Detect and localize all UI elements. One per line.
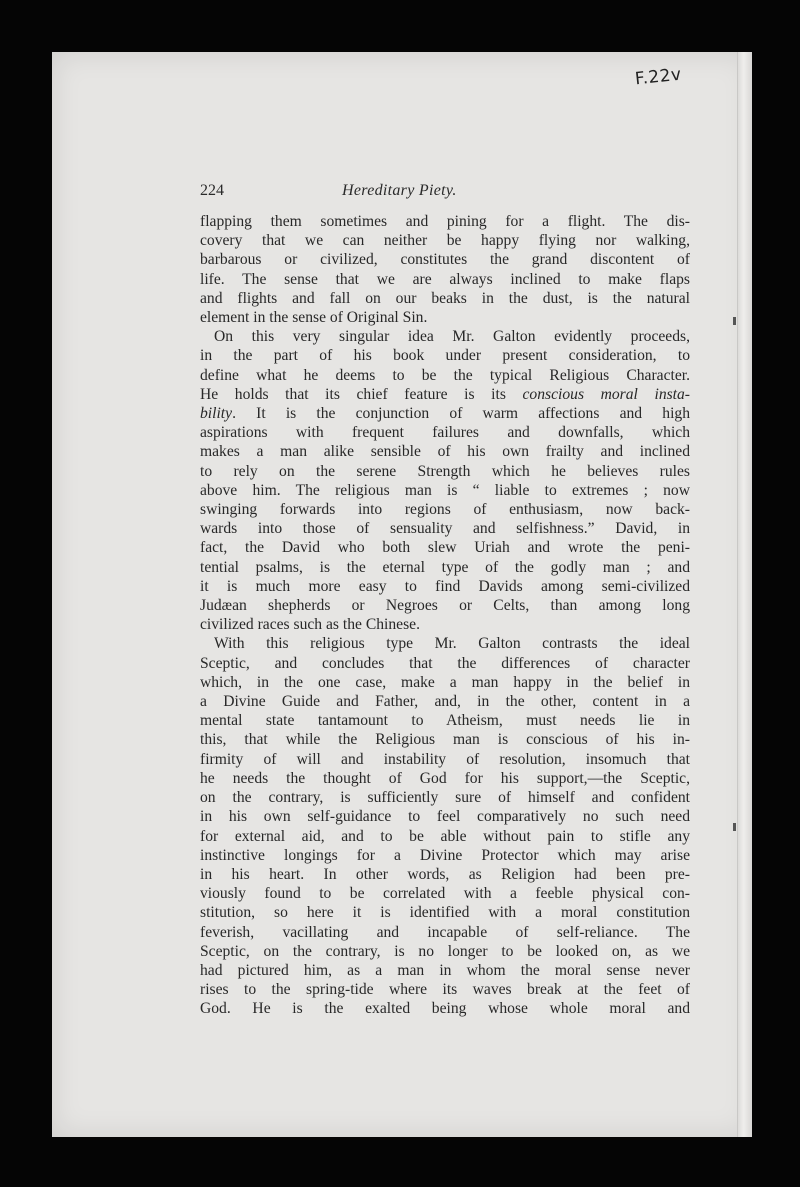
text-line: for external aid, and to be able without pain to stifle any <box>200 827 690 845</box>
margin-mark <box>733 823 736 831</box>
text-line: flapping them sometimes and pining for a flight. The dis- <box>200 213 690 230</box>
body-text <box>200 212 690 1019</box>
text-line: Judæan shepherds or Negroes or Celts, than among long <box>200 597 690 615</box>
text-line: to rely on the serene Strength which he believes rules <box>200 462 690 480</box>
running-head <box>200 182 690 204</box>
text-line: tential psalms, is the eternal type of the godly man ; and <box>200 558 690 576</box>
text-line: covery that we can neither be happy flying nor walking, <box>200 232 690 250</box>
text-line: God. He is the exalted being whose whole moral and <box>200 1000 690 1018</box>
text-line: aspirations with frequent failures and downfalls, which <box>200 424 690 442</box>
text-line: had pictured him, as a man in whom the moral sense never <box>200 961 690 979</box>
text-line: in his own self-guidance to feel comparatively no such need <box>200 808 690 826</box>
text-line: which, in the one case, make a man happy in the belief in <box>200 673 690 691</box>
text-line: viously found to be correlated with a feeble physical con- <box>200 885 690 903</box>
folio-note: F.22v <box>634 64 683 90</box>
text-line: wards into those of sensuality and selfishness.” David, in <box>200 520 690 538</box>
page-edge <box>737 52 752 1137</box>
text-line: and flights and fall on our beaks in the dust, is the natural <box>200 289 690 307</box>
text-line: He holds that its chief feature is its conscious moral insta- <box>200 385 690 403</box>
text-line: stitution, so here it is identified with a moral constitution <box>200 904 690 922</box>
text-line: instinctive longings for a Divine Protector which may arise <box>200 846 690 864</box>
page-number: 224 <box>200 182 224 199</box>
text-line: barbarous or civilized, constitutes the grand discontent of <box>200 251 690 269</box>
text-line: on the contrary, is sufficiently sure of himself and confident <box>200 789 690 807</box>
text-line: bility. It is the conjunction of warm affections and high <box>200 405 690 423</box>
text-line: makes a man alike sensible of his own frailty and inclined <box>200 443 690 461</box>
text-line: civilized races such as the Chinese. <box>200 616 420 634</box>
text-line: in his heart. In other words, as Religion had been pre- <box>200 865 690 883</box>
text-line: firmity of will and instability of resolution, insomuch that <box>200 750 690 768</box>
text-line: With this religious type Mr. Galton contrasts the ideal <box>214 635 690 653</box>
running-title: Hereditary Piety. <box>342 182 457 199</box>
text-line: feverish, vacillating and incapable of self-reliance. The <box>200 923 690 941</box>
margin-mark <box>733 317 736 325</box>
text-line: in the part of his book under present consideration, to <box>200 347 690 365</box>
text-line: swinging forwards into regions of enthusiasm, now back- <box>200 501 690 519</box>
text-line: it is much more easy to find Davids among semi-civilized <box>200 577 690 595</box>
book-page <box>52 52 752 1137</box>
text-line: define what he deems to be the typical Religious Character. <box>200 366 690 384</box>
emphasis: conscious moral insta- <box>522 385 690 403</box>
text-line: life. The sense that we are always inclined to make flaps <box>200 270 690 288</box>
text-line: Sceptic, on the contrary, is no longer to be looked on, as we <box>200 942 690 960</box>
text-line: above him. The religious man is “ liable to extremes ; now <box>200 481 690 499</box>
emphasis: bility <box>200 405 233 423</box>
text-line: fact, the David who both slew Uriah and wrote the peni- <box>200 539 690 557</box>
text-line: Sceptic, and concludes that the differences of character <box>200 654 690 672</box>
text-line: On this very singular idea Mr. Galton evidently proceeds, <box>214 328 690 346</box>
text-line: rises to the spring-tide where its waves break at the feet of <box>200 981 690 999</box>
text-line: he needs the thought of God for his support,—the Sceptic, <box>200 769 690 787</box>
text-line: element in the sense of Original Sin. <box>200 309 428 327</box>
text-line: this, that while the Religious man is conscious of his in- <box>200 731 690 749</box>
text-line: a Divine Guide and Father, and, in the other, content in a <box>200 693 690 711</box>
text-line: mental state tantamount to Atheism, must needs lie in <box>200 712 690 730</box>
